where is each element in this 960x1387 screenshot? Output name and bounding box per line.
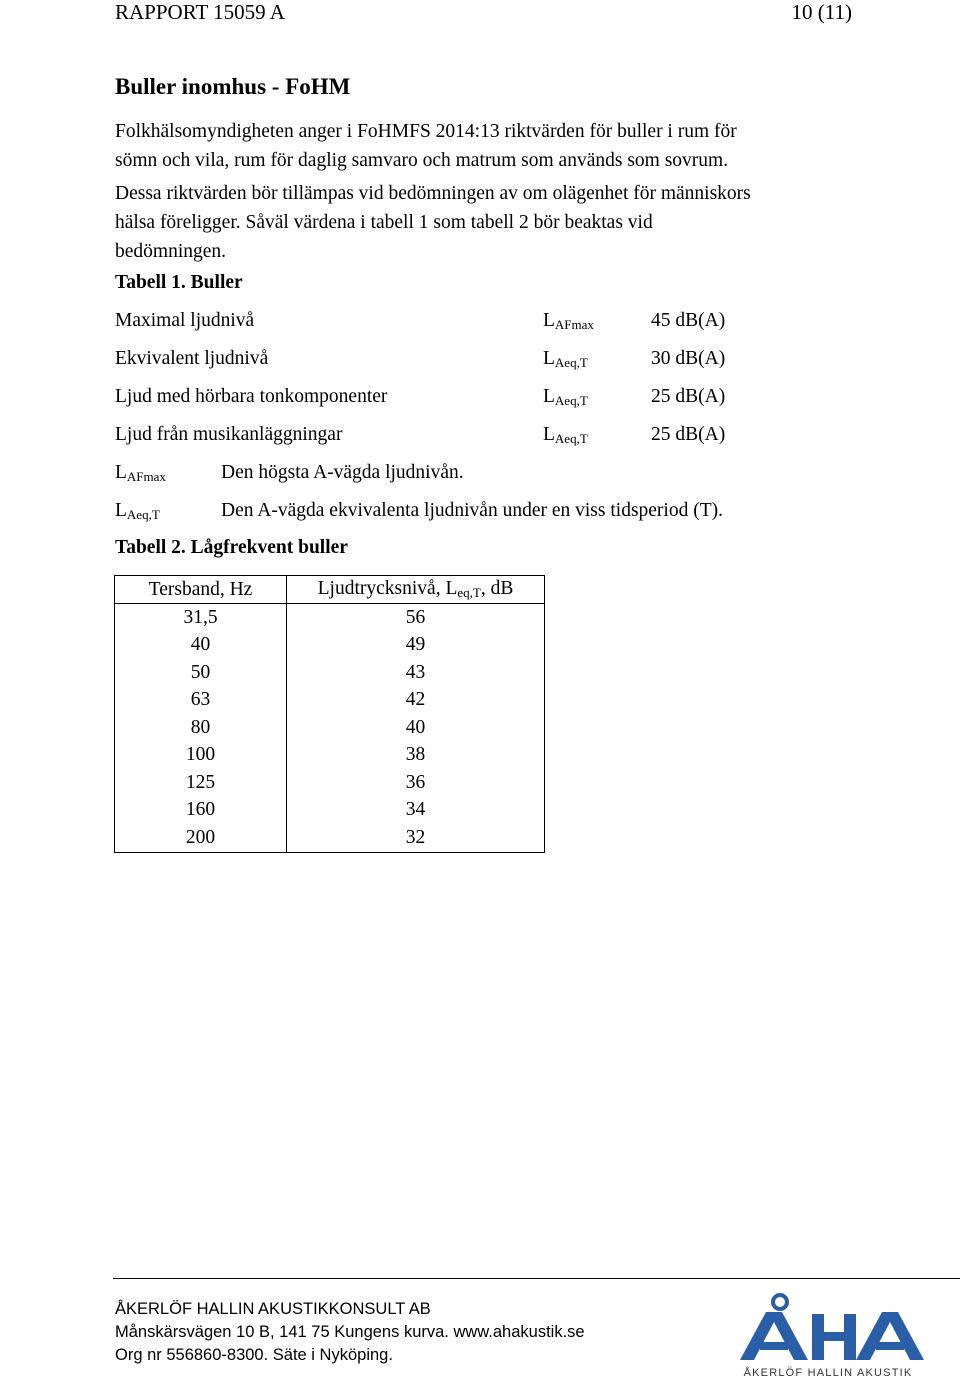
level-cell: 34 xyxy=(287,797,545,825)
logo-caption: ÅKERLÖF HALLIN AKUSTIK xyxy=(743,1367,913,1379)
row-label: Ekvivalent ljudnivå xyxy=(115,348,269,369)
table-row xyxy=(115,742,545,770)
band-cell: 160 xyxy=(115,797,287,825)
table2-caption: Tabell 2. Lågfrekvent buller xyxy=(115,537,348,558)
low-frequency-table xyxy=(114,575,545,853)
row-value: 45 dB(A) xyxy=(651,310,726,331)
row-value: 25 dB(A) xyxy=(651,386,726,407)
footer-address: Månskärsvägen 10 B, 141 75 Kungens kurva. www.ahakustik.se xyxy=(115,1323,585,1341)
row-symbol: $L_{Aeq,T}$ xyxy=(543,386,588,408)
level-cell: 42 xyxy=(287,687,545,715)
table-row xyxy=(115,632,545,660)
paragraph-line: bedömningen. xyxy=(115,241,227,262)
table-row xyxy=(115,687,545,715)
level-cell: 38 xyxy=(287,742,545,770)
page-number: 10 (11) xyxy=(791,0,852,24)
band-cell: 40 xyxy=(115,632,287,660)
band-cell: 80 xyxy=(115,714,287,742)
section-heading: Buller inomhus - FoHM xyxy=(115,74,351,99)
row-symbol: $L_{Aeq,T}$ xyxy=(543,424,588,446)
company-logo xyxy=(728,1292,928,1382)
guidance-paragraph xyxy=(115,179,875,266)
definition-symbol: $L_{Aeq,T}$ xyxy=(115,500,160,522)
table-row xyxy=(115,659,545,687)
table-row xyxy=(115,797,545,825)
table-row xyxy=(115,604,545,632)
report-number: RAPPORT 15059 A xyxy=(115,0,285,24)
table-row xyxy=(115,824,545,852)
paragraph-line: sömn och vila, rum för daglig samvaro och matrum som används som sovrum. xyxy=(115,150,729,171)
paragraph-line: Folkhälsomyndigheten anger i FoHMFS 2014:13 riktvärden för buller i rum för xyxy=(115,121,737,142)
band-cell: 200 xyxy=(115,824,287,852)
row-symbol: $L_{AFmax}$ xyxy=(543,310,594,332)
paragraph-line: hälsa föreligger. Såväl värdena i tabell 1 som tabell 2 bör beaktas vid xyxy=(115,212,653,233)
level-cell: 32 xyxy=(287,824,545,852)
paragraph-line: Dessa riktvärden bör tillämpas vid bedömningen av om olägenhet för människors xyxy=(115,183,751,204)
band-cell: 100 xyxy=(115,742,287,770)
column-header-band: Tersband, Hz xyxy=(115,576,287,604)
band-cell: 63 xyxy=(115,687,287,715)
intro-paragraph xyxy=(115,117,875,175)
table-header-row xyxy=(115,576,545,604)
row-value: 25 dB(A) xyxy=(651,424,726,445)
row-symbol: $L_{Aeq,T}$ xyxy=(543,348,588,370)
footer-org: Org nr 556860-8300. Säte i Nyköping. xyxy=(115,1346,393,1364)
level-cell: 49 xyxy=(287,632,545,660)
column-header-level: Ljudtrycksnivå, $L_{eq,T}$, dB xyxy=(287,576,545,604)
level-cell: 43 xyxy=(287,659,545,687)
band-cell: 125 xyxy=(115,769,287,797)
definition-text: Den A-vägda ekvivalenta ljudnivån under en viss tidsperiod (T). xyxy=(221,500,723,521)
level-cell: 56 xyxy=(287,604,545,632)
row-label: Ljud med hörbara tonkomponenter xyxy=(115,386,388,407)
band-cell: 50 xyxy=(115,659,287,687)
row-label: Maximal ljudnivå xyxy=(115,310,255,331)
row-value: 30 dB(A) xyxy=(651,348,726,369)
table-row xyxy=(115,714,545,742)
footer-divider xyxy=(113,1278,960,1279)
level-cell: 36 xyxy=(287,769,545,797)
band-cell: 31,5 xyxy=(115,604,287,632)
level-cell: 40 xyxy=(287,714,545,742)
table-row xyxy=(115,769,545,797)
footer-company: ÅKERLÖF HALLIN AKUSTIKKONSULT AB xyxy=(115,1300,431,1318)
definition-symbol: $L_{AFmax}$ xyxy=(115,462,166,484)
definition-text: Den högsta A-vägda ljudnivån. xyxy=(221,462,464,483)
table1-caption: Tabell 1. Buller xyxy=(115,272,243,293)
row-label: Ljud från musikanläggningar xyxy=(115,424,343,445)
